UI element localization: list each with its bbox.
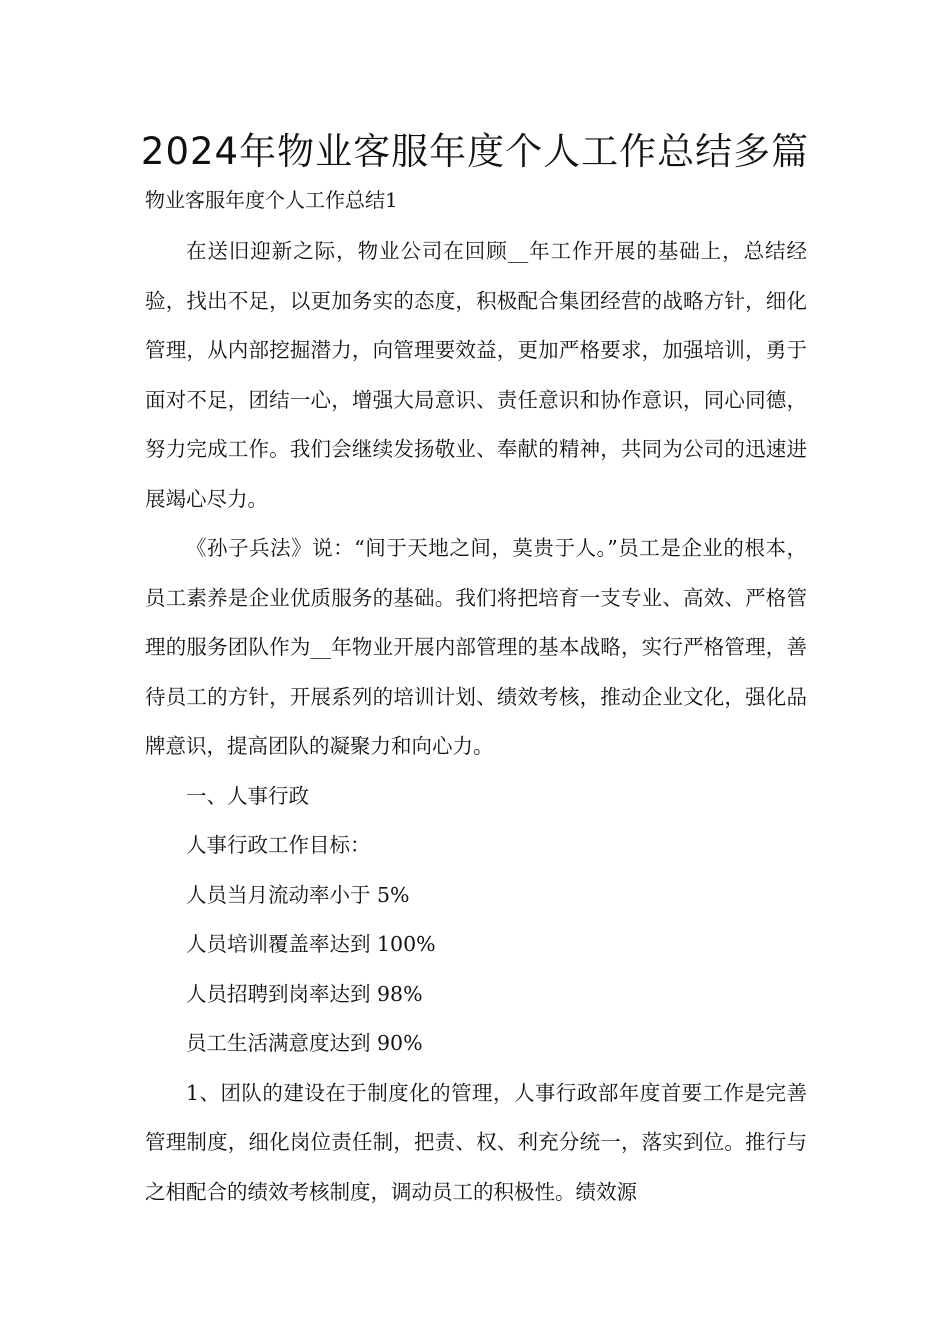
goal-item-recruitment: 人员招聘到岗率达到 98% [186,981,423,1006]
goal-item-satisfaction: 员工生活满意度达到 90% [186,1031,423,1055]
document-title: 2024年物业客服年度个人工作总结多篇 [140,130,810,173]
goal-item-training: 人员培训覆盖率达到 100% [186,932,436,956]
section-heading: 一、人事行政 [186,783,309,808]
paragraph-intro: 在送旧迎新之际，物业公司在回顾__年工作开展的基础上，总结经验，找出不足，以更加务实的态度，积极配合集团经营的战略方针，细化管理，从内部挖掘潜力，向管理要效益，更加严格要求，加强培训，勇于面对不足，团结一心，增强大局意识、责任意识和协作意识，同心同德，努力完成工作。我们会继续发扬敬业、奉献的精神，共同为公司的迅速进展竭心尽力。 [145,239,807,511]
goal-item-turnover: 人员当月流动率小于 5% [186,882,410,907]
paragraph-sunzi-quote: 《孙子兵法》说：“间于天地之间，莫贵于人。”员工是企业的根本，员工素养是企业优质服务的基础。我们将把培育一支专业、高效、严格管理的服务团队作为__年物业开展内部管理的基本战略，实行严格管理，善待员工的方针，开展系列的培训计划、绩效考核，推动企业文化，强化品牌意识，提高团队的凝聚力和向心力。 [145,536,807,758]
paragraph-item-1: 1、团队的建设在于制度化的管理，人事行政部年度首要工作是完善管理制度，细化岗位责任制，把责、权、利充分统一，落实到位。推行与之相配合的绩效考核制度，调动员工的积极性。绩效源 [145,1080,807,1204]
document-body [145,227,807,1217]
goals-heading: 人事行政工作目标： [186,833,371,857]
document-subtitle: 物业客服年度个人工作总结1 [145,188,398,212]
